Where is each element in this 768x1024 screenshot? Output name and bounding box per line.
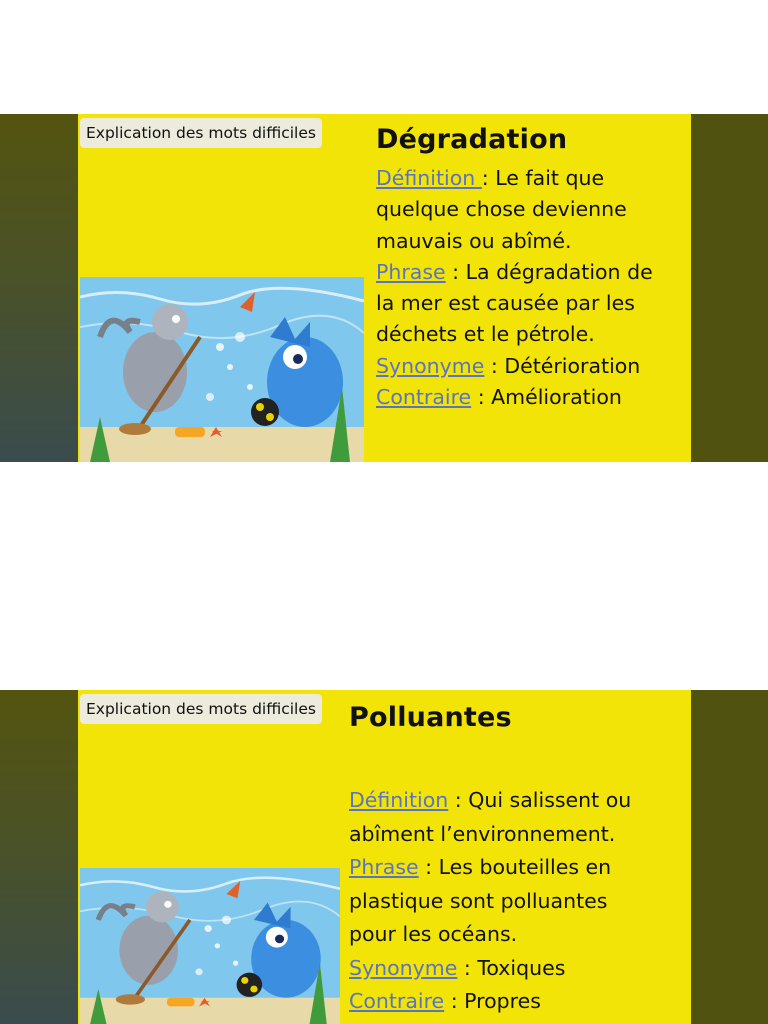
left-sidebar: [0, 114, 78, 462]
phrase-line: Phrase : Les bouteilles en: [349, 855, 612, 879]
slide-panel: [78, 690, 691, 1024]
term-title: Polluantes: [349, 702, 512, 733]
definition-link[interactable]: Définition: [349, 788, 449, 812]
term-title: Dégradation: [376, 124, 568, 155]
contraire-line: Contraire : Propres: [349, 989, 541, 1013]
definition-text-line: mauvais ou abîmé.: [376, 228, 572, 253]
slide-dégradation: [0, 114, 768, 462]
phrase-text-line: plastique sont polluantes: [349, 888, 608, 913]
definition-text-line: quelque chose devienne: [376, 197, 627, 222]
phrase-text-line: déchets et le pétrole.: [376, 322, 595, 347]
synonyme-link[interactable]: Synonyme: [376, 353, 485, 378]
contraire-link[interactable]: Contraire: [376, 385, 472, 410]
section-tag: Explication des mots difficiles: [80, 694, 322, 724]
section-tag: Explication des mots difficiles: [80, 118, 322, 148]
synonyme-line: Synonyme : Toxiques: [349, 955, 566, 980]
phrase-link[interactable]: Phrase: [376, 259, 446, 284]
contraire-line: Contraire : Amélioration: [376, 385, 622, 410]
phrase-text-line: la mer est causée par les: [376, 291, 635, 316]
slide-polluantes: [0, 690, 768, 1024]
contraire-link[interactable]: Contraire: [349, 989, 445, 1013]
explanation-text: [376, 163, 653, 413]
cartoon-sea-cleanup-illustration: [80, 868, 340, 1024]
synonyme-line: Synonyme : Détérioration: [376, 353, 641, 378]
left-sidebar: [0, 690, 78, 1024]
phrase-link[interactable]: Phrase: [349, 855, 419, 879]
definition-line: Définition : Le fait que: [376, 166, 605, 190]
cartoon-sea-cleanup-illustration: [80, 277, 364, 462]
right-sidebar: [691, 690, 768, 1024]
definition-line: Définition : Qui salissent ou: [349, 788, 632, 812]
definition-link[interactable]: Définition: [376, 166, 482, 190]
explanation-text: [349, 784, 631, 1019]
phrase-line: Phrase : La dégradation de: [376, 259, 653, 284]
phrase-text-line: pour les océans.: [349, 922, 518, 946]
right-sidebar: [691, 114, 768, 462]
slide-panel: [78, 114, 691, 462]
synonyme-link[interactable]: Synonyme: [349, 955, 458, 980]
definition-text-line: abîment l’environnement.: [349, 821, 616, 846]
